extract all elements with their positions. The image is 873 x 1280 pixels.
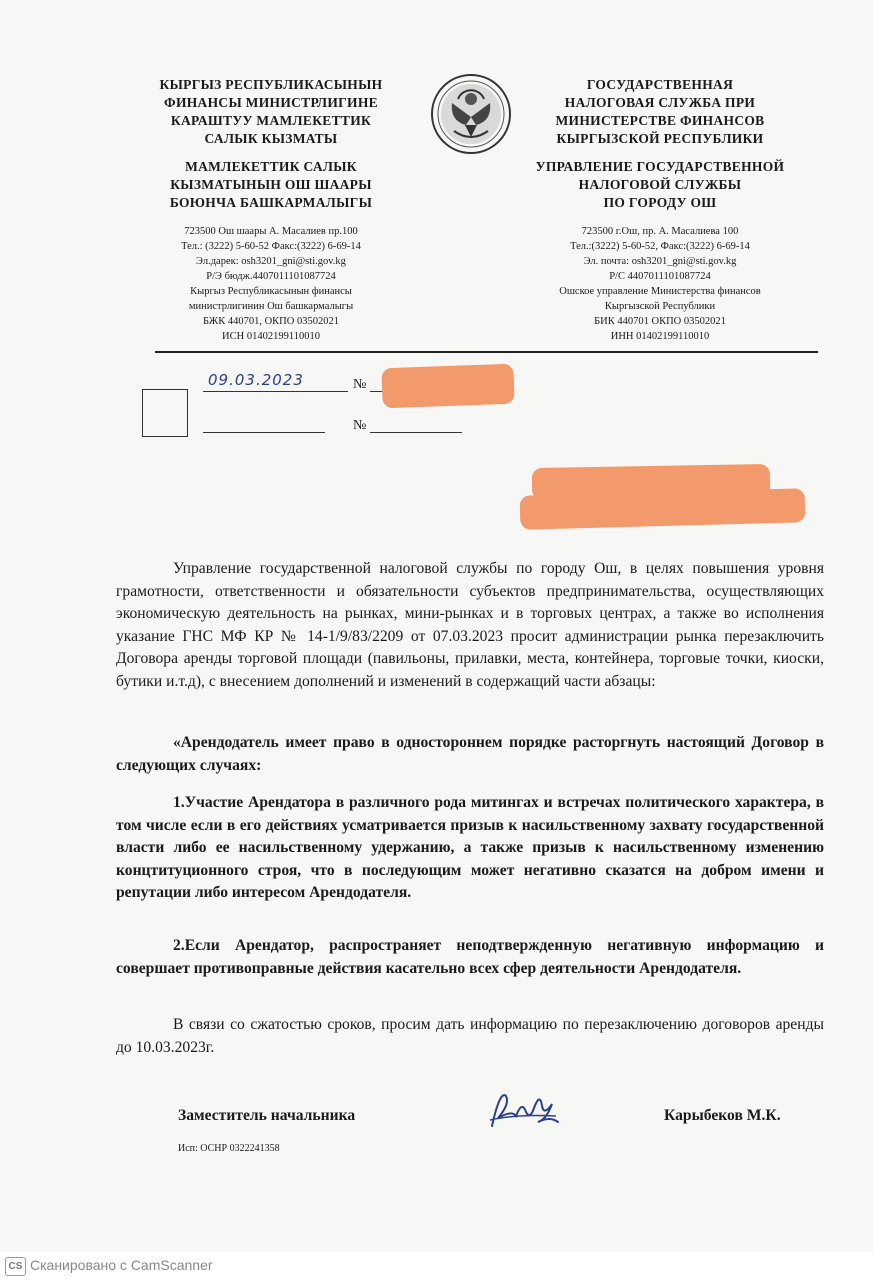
camscanner-logo-icon: CS <box>5 1257 26 1276</box>
header-right-address: 723500 г.Ош, пр. А. Масалиева 100 Тел.:(3222) 5-60-52, Факс:(3222) 6-69-14 Эл. почта: osh3201_gni@sti.gov.kg Р/С 4407011101087724 Ошское управление Министерства финансов Кыргызской Республики БИК 440701 ОКПО 03502021 ИНН 01402199110010 <box>559 226 761 342</box>
header-right <box>510 76 810 344</box>
reference-number-label: № <box>353 418 367 433</box>
header-left-org: КЫРГЫЗ РЕСПУБЛИКАСЫНЫН ФИНАНСЫ МИНИСТРЛИГИНЕ КАРАШТУУ МАМЛЕКЕТТИК САЛЫК КЫЗМАТЫ <box>159 77 383 146</box>
date-line <box>203 391 348 392</box>
intro-paragraph: Управление государственной налоговой службы по городу Ош, в целях повышения уровня грамотности, ответственности и обязательности субъектов предпринимательства, осуществляющих экономическую деятельность на рынках, мини-рынках и в торговых центрах, а также во исполнения указание ГНС МФ КР № 14-1/9/83/2209 от 07.03.2023 просит администрации рынка перезаключить Договора аренды торговой площади (павильоны, прилавки, места, контейнера, торговые точки, киоски, бутики и.т.д), с внесением дополнений и изменений в содержащий части абзацы: <box>116 560 824 690</box>
header-divider <box>155 351 818 353</box>
scanner-footer-text: Сканировано с CamScanner <box>30 1257 213 1273</box>
header-right-unit: УПРАВЛЕНИЕ ГОСУДАРСТВЕННОЙ НАЛОГОВОЙ СЛУЖБЫ ПО ГОРОДУ ОШ <box>535 159 785 210</box>
header-left <box>140 76 402 344</box>
reference-number-line <box>370 432 462 433</box>
signatory-role: Заместитель начальника <box>178 1107 356 1124</box>
header-right-org: ГОСУДАРСТВЕННАЯ НАЛОГОВАЯ СЛУЖБА ПРИ МИНИСТЕРСТВЕ ФИНАНСОВ КЫРГЫЗСКОЙ РЕСПУБЛИКИ <box>555 77 765 146</box>
header-left-address: 723500 Ош шаары А. Масалиев пр.100 Тел.: (3222) 5-60-52 Факс:(3222) 6-69-14 Эл.дарек: osh3201_gni@sti.gov.kg Р/Э бюдж.4407011101087724 Кыргыз Республикасынын финансы министрлигинин Ош башкармалыгы БЖК 440701, ОКПО 03502021 ИСН 01402199110010 <box>181 226 361 342</box>
clause-heading: «Арендодатель имеет право в одностороннем порядке расторгнуть настоящий Договор в следующих случаях: <box>116 734 824 774</box>
registration-box <box>142 389 188 437</box>
header-left-unit: МАМЛЕКЕТТИК САЛЫК КЫЗМАТЫНЫН ОШ ШААРЫ БОЮНЧА БАШКАРМАЛЫГЫ <box>169 159 373 210</box>
signatory-name: Карыбеков М.К. <box>664 1107 781 1124</box>
clause-item-2: 2.Если Арендатор, распространяет неподтвержденную негативную информацию и совершает противоправные действия касательно всех сфер деятельности Арендодателя. <box>116 937 824 977</box>
state-emblem-icon <box>430 73 512 155</box>
redaction-addressee-line-2 <box>520 488 806 529</box>
clause-item-1: 1.Участие Арендатора в различного рода митингах и встречах политического характера, в том числе если в его действиях усматривается призыв к насильственному захвату государственной власти либо ее насильственному удержанию, а также призыв к насильственному изменению концтитуционного строя, что в последующим может негативно сказатся на добром имени и репутации либо интересом Арендодателя. <box>116 794 824 902</box>
reference-date-line <box>203 432 325 433</box>
closing-paragraph: В связи со сжатостью сроков, просим дать информацию по перезаключению договоров аренды до 10.03.2023г. <box>116 1016 824 1056</box>
handwritten-signature-icon <box>486 1086 562 1136</box>
number-label: № <box>353 377 367 392</box>
redaction-number <box>381 364 514 409</box>
scanner-footer <box>0 1252 873 1280</box>
handwritten-date: 09.03.2023 <box>208 371 304 389</box>
executor-note: Исп: ОСНР 0322241358 <box>178 1143 280 1154</box>
